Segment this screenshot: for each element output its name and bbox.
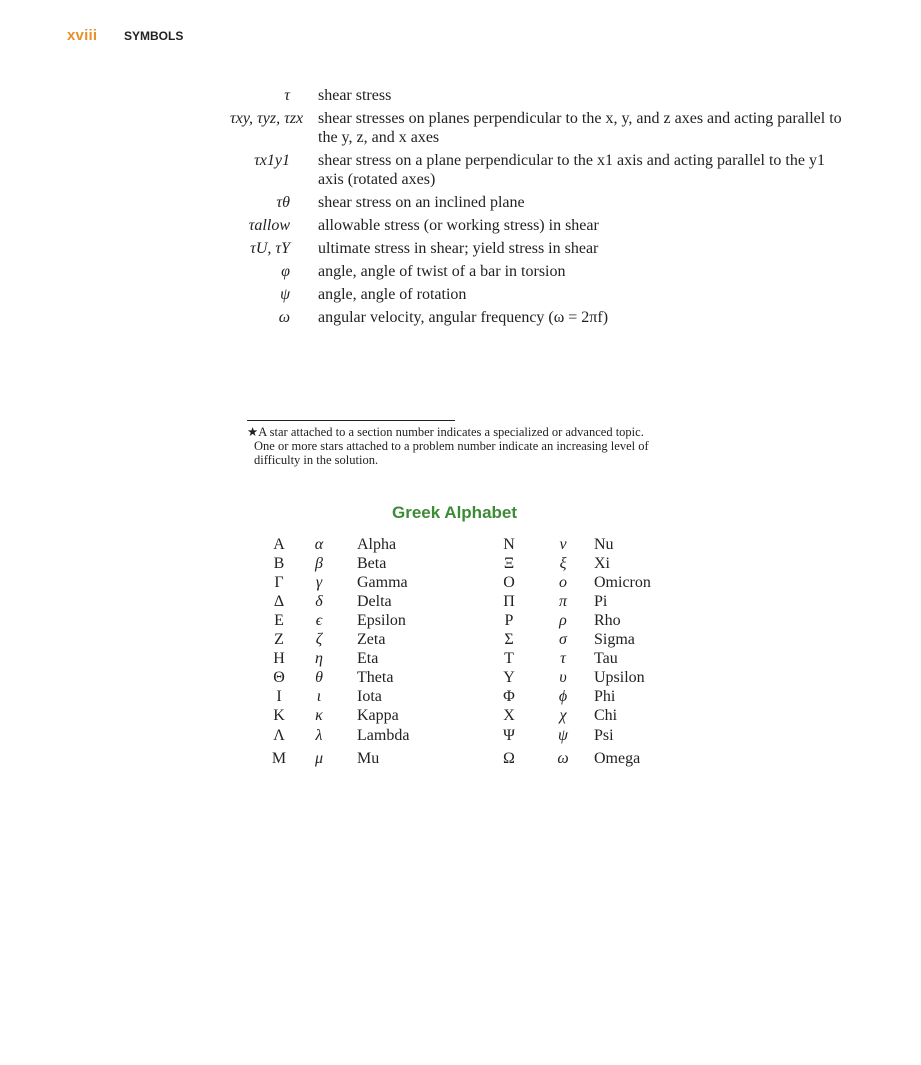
uppercase-letter: E <box>274 612 284 629</box>
uppercase-letter: M <box>271 750 287 767</box>
lowercase-letter: ψ <box>558 727 568 744</box>
letter-name: Epsilon <box>357 612 406 629</box>
lowercase-letter: ρ <box>559 612 567 629</box>
lowercase-letter: θ <box>315 669 323 686</box>
lowercase-letter: ω <box>557 750 569 767</box>
letter-name: Tau <box>594 650 618 667</box>
letter-name: Iota <box>357 688 382 705</box>
uppercase-letter: Ω <box>503 750 515 767</box>
letter-name: Theta <box>357 669 394 686</box>
uppercase-letter: N <box>503 536 515 553</box>
footnote <box>247 425 707 467</box>
uppercase-letter: Ξ <box>503 555 515 572</box>
symbol: τxy, τyz, τzx <box>230 110 304 127</box>
lowercase-letter: η <box>315 650 323 667</box>
letter-name: Xi <box>594 555 610 572</box>
lowercase-letter: π <box>558 593 567 610</box>
letter-name: Psi <box>594 727 614 744</box>
symbol-list <box>230 86 850 331</box>
lowercase-letter: ϕ <box>558 688 568 705</box>
footnote-line: One or more stars attached to a problem number indicate an increasing level of <box>254 439 649 453</box>
uppercase-letter: B <box>273 555 285 572</box>
uppercase-letter: Γ <box>274 574 284 591</box>
symbol-row <box>230 216 850 235</box>
uppercase-letter: Φ <box>503 688 515 705</box>
symbol-description: shear stress on an inclined plane <box>318 194 525 211</box>
symbol: ω <box>278 309 290 326</box>
letter-name: Zeta <box>357 631 386 648</box>
uppercase-letter: Z <box>274 631 284 648</box>
lowercase-letter: β <box>315 555 323 572</box>
lowercase-letter: α <box>314 536 324 553</box>
uppercase-letter: K <box>273 707 285 724</box>
section-title: SYMBOLS <box>124 29 184 43</box>
uppercase-letter: P <box>504 612 514 629</box>
symbol-description: angular velocity, angular frequency (ω = 2πf) <box>318 309 609 326</box>
uppercase-letter: Y <box>503 669 515 686</box>
letter-name: Rho <box>594 612 621 629</box>
symbol-description: allowable stress (or working stress) in shear <box>318 217 599 234</box>
letter-name: Delta <box>357 593 392 610</box>
symbol: τU, τY <box>250 240 290 257</box>
letter-name: Lambda <box>357 727 410 744</box>
letter-name: Phi <box>594 688 616 705</box>
footnote-line: ★A star attached to a section number indicates a specialized or advanced topic. <box>247 425 644 439</box>
greek-alphabet-title: Greek Alphabet <box>392 503 518 522</box>
uppercase-letter: O <box>503 574 515 591</box>
lowercase-letter: υ <box>559 669 567 686</box>
uppercase-letter: Π <box>503 593 515 610</box>
lowercase-letter: ι <box>316 688 322 705</box>
letter-name: Kappa <box>357 707 399 724</box>
uppercase-letter: Ψ <box>503 727 515 744</box>
page-header <box>67 27 184 45</box>
letter-name: Gamma <box>357 574 408 591</box>
uppercase-letter: X <box>503 707 515 724</box>
letter-name: Omega <box>594 750 641 767</box>
lowercase-letter: δ <box>315 593 323 610</box>
lowercase-letter: κ <box>315 707 323 724</box>
lowercase-letter: μ <box>314 750 324 767</box>
symbol: τ <box>284 87 290 104</box>
lowercase-letter: ξ <box>559 555 567 572</box>
uppercase-letter: Θ <box>273 669 285 686</box>
letter-name: Upsilon <box>594 669 645 686</box>
uppercase-letter: H <box>273 650 285 667</box>
symbol-description: ultimate stress in shear; yield stress in shear <box>318 240 599 257</box>
uppercase-letter: T <box>504 650 514 667</box>
symbol: τθ <box>276 194 290 211</box>
symbol-row <box>230 308 850 327</box>
symbol-description: shear stress <box>318 87 392 104</box>
symbol-description: angle, angle of twist of a bar in torsion <box>318 263 566 280</box>
letter-name: Omicron <box>594 574 651 591</box>
letter-name: Alpha <box>357 536 397 553</box>
symbol-row <box>230 109 850 147</box>
symbol-row <box>230 86 850 105</box>
letter-name: Chi <box>594 707 618 724</box>
uppercase-letter: Σ <box>504 631 514 648</box>
uppercase-letter: Λ <box>273 727 285 744</box>
symbol-row <box>230 151 850 189</box>
lowercase-letter: γ <box>315 574 323 591</box>
lowercase-letter: ν <box>559 536 567 553</box>
symbol: φ <box>281 263 290 280</box>
symbol-description: shear stress on a plane perpendicular to the x1 axis and acting parallel to the y1 axis (rotated axes) <box>318 152 825 188</box>
symbol: τallow <box>248 217 290 234</box>
uppercase-letter: I <box>276 688 282 705</box>
lowercase-letter: λ <box>315 727 323 744</box>
lowercase-letter: o <box>559 574 567 591</box>
lowercase-letter: χ <box>559 707 567 724</box>
symbol-description: shear stresses on planes perpendicular to the x, y, and z axes and acting parallel to the y, z, and x axes <box>318 110 842 146</box>
symbol-row <box>230 193 850 212</box>
page-number: xviii <box>67 27 98 44</box>
lowercase-letter: τ <box>560 650 566 667</box>
lowercase-letter: ζ <box>315 631 323 648</box>
letter-name: Sigma <box>594 631 635 648</box>
uppercase-letter: Δ <box>273 593 285 610</box>
lowercase-letter: σ <box>559 631 567 648</box>
symbol-row <box>230 285 850 304</box>
symbol: τx1y1 <box>254 152 290 169</box>
letter-name: Pi <box>594 593 608 610</box>
letter-name: Nu <box>594 536 614 553</box>
symbol: ψ <box>280 286 290 303</box>
letter-name: Eta <box>357 650 379 667</box>
symbol-description: angle, angle of rotation <box>318 286 467 303</box>
footnote-line: difficulty in the solution. <box>254 453 379 467</box>
footnote-divider <box>247 420 455 421</box>
letter-name: Beta <box>357 555 387 572</box>
letter-name: Mu <box>357 750 380 767</box>
symbol-row <box>230 262 850 281</box>
symbol-row <box>230 239 850 258</box>
uppercase-letter: A <box>273 536 285 553</box>
lowercase-letter: ϵ <box>315 612 323 629</box>
